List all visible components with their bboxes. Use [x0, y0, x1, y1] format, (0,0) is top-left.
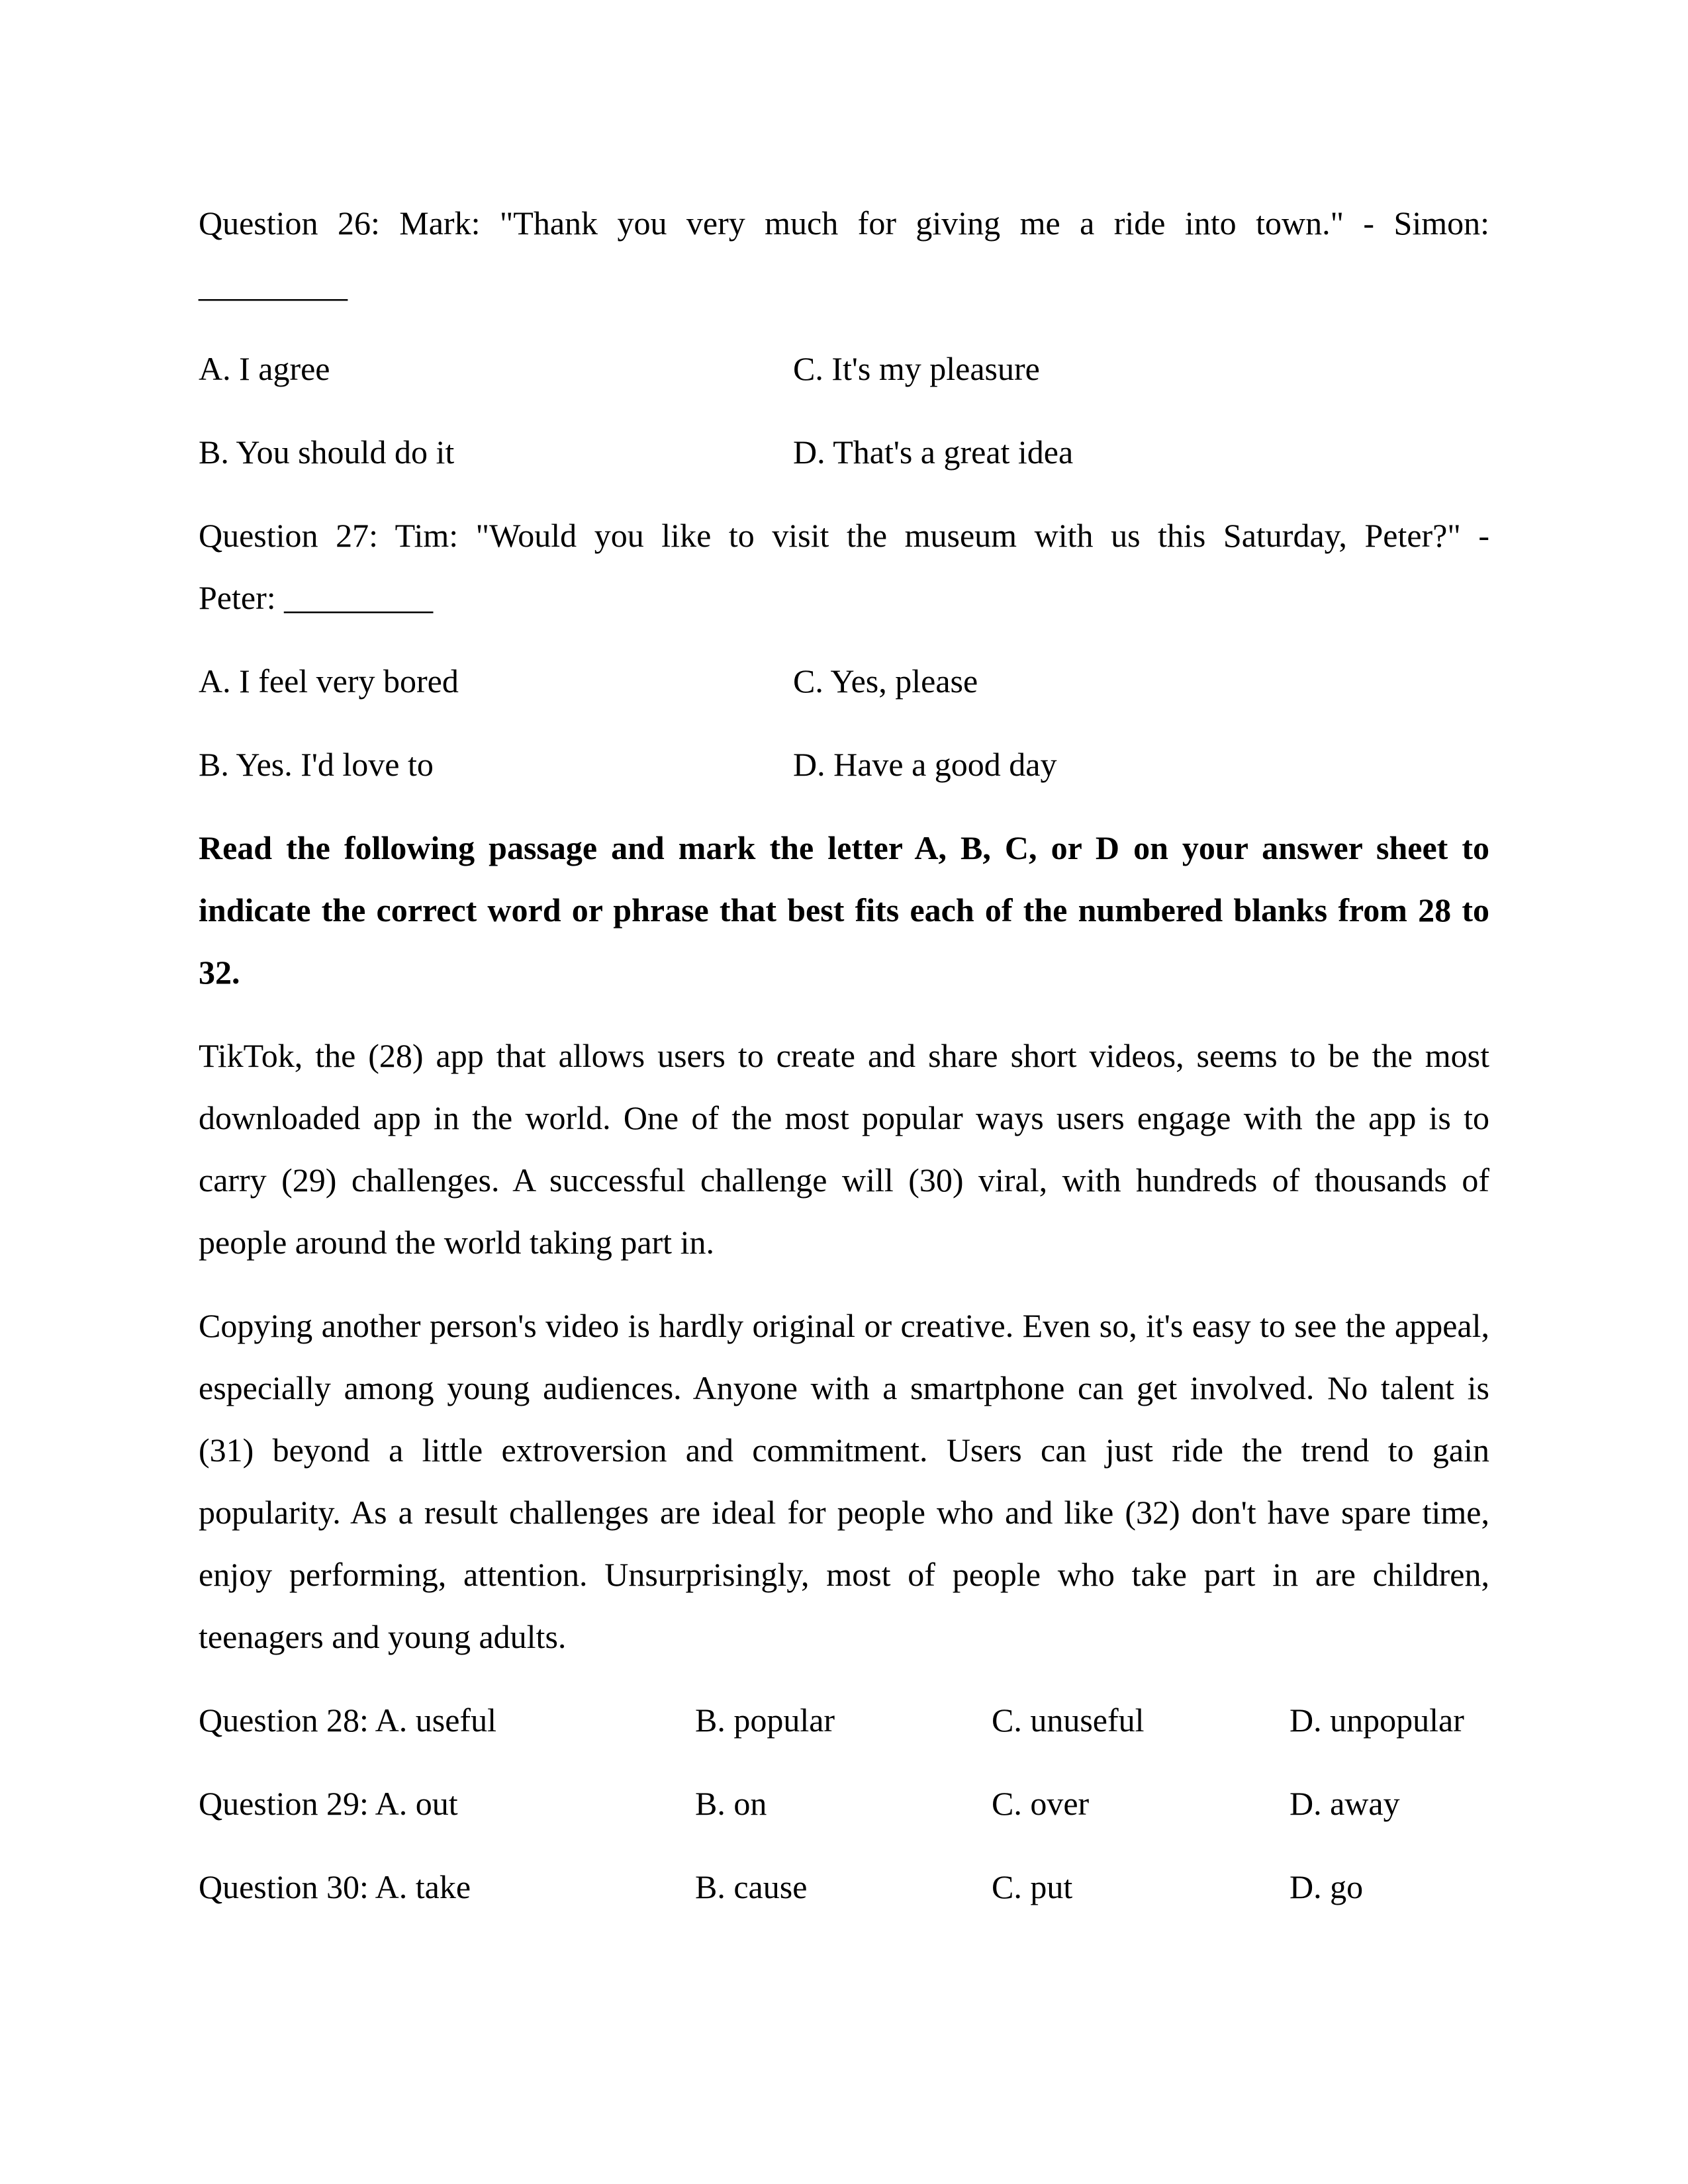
question-26-option-c: C. It's my pleasure [793, 350, 1040, 387]
question-26-option-b: B. You should do it [199, 433, 455, 471]
question-27-stem: Question 27: Tim: "Would you like to visit the museum with us this Saturday, Peter?" - [199, 517, 1489, 554]
question-27-options-row-2 [199, 733, 1489, 796]
question-29-option-c: C. over [992, 1785, 1090, 1822]
question-26-options-row-2 [199, 421, 1489, 483]
question-30 [199, 1856, 1489, 1918]
question-29 [199, 1772, 1489, 1835]
question-30-option-b: B. cause [695, 1868, 808, 1905]
question-28-option-b: B. popular [695, 1702, 835, 1739]
question-30-option-a: Question 30: A. take [199, 1868, 471, 1905]
question-26-options-row-1 [199, 338, 1489, 400]
question-27-option-b: B. Yes. I'd love to [199, 746, 434, 783]
question-28-option-a: Question 28: A. useful [199, 1702, 496, 1739]
passage-paragraph-2: Copying another person's video is hardly original or creative. Even so, it's easy to see the appeal, especially among young audiences. Anyone with a smartphone can get involved. No talent is (31) beyond a little extroversion and commitment. Users can just ride the trend to gain popularity. As a result challenges are ideal for people who and like (32) don't have spare time, enjoy performing, attention. Unsurprisingly, most of people who take part in are children, teenagers and young adults. [199, 1307, 1489, 1655]
question-27-option-d: D. Have a good day [793, 746, 1057, 783]
question-29-option-b: B. on [695, 1785, 767, 1822]
question-27-options-row-1 [199, 650, 1489, 712]
question-26-option-d: D. That's a great idea [793, 433, 1074, 471]
question-27-option-c: C. Yes, please [793, 662, 978, 700]
question-26-blank: _________ [199, 267, 348, 304]
question-29-option-d: D. away [1289, 1785, 1400, 1822]
question-28 [199, 1689, 1489, 1751]
passage-paragraph-1: TikTok, the (28) app that allows users to create and share short videos, seems to be the most downloaded app in the world. One of the most popular ways users engage with the app is to carry (29) challenges. A successful challenge will (30) viral, with hundreds of thousands of people around the world taking part in. [199, 1037, 1489, 1261]
question-29-option-a: Question 29: A. out [199, 1785, 458, 1822]
question-27-stem-continuation: Peter: _________ [199, 579, 434, 616]
question-26-stem: Question 26: Mark: "Thank you very much for giving me a ride into town." - Simon: [199, 205, 1489, 242]
question-26 [199, 192, 1489, 483]
question-30-option-c: C. put [992, 1868, 1073, 1905]
question-30-option-d: D. go [1289, 1868, 1364, 1905]
question-27 [199, 504, 1489, 796]
passage-instruction: Read the following passage and mark the letter A, B, C, or D on your answer sheet to indicate the correct word or phrase that best fits each of the numbered blanks from 28 to 32. [199, 829, 1489, 991]
question-26-option-a: A. I agree [199, 350, 330, 387]
question-28-option-c: C. unuseful [992, 1702, 1145, 1739]
question-28-option-d: D. unpopular [1289, 1702, 1464, 1739]
question-27-option-a: A. I feel very bored [199, 662, 459, 700]
document-content [199, 192, 1489, 1918]
